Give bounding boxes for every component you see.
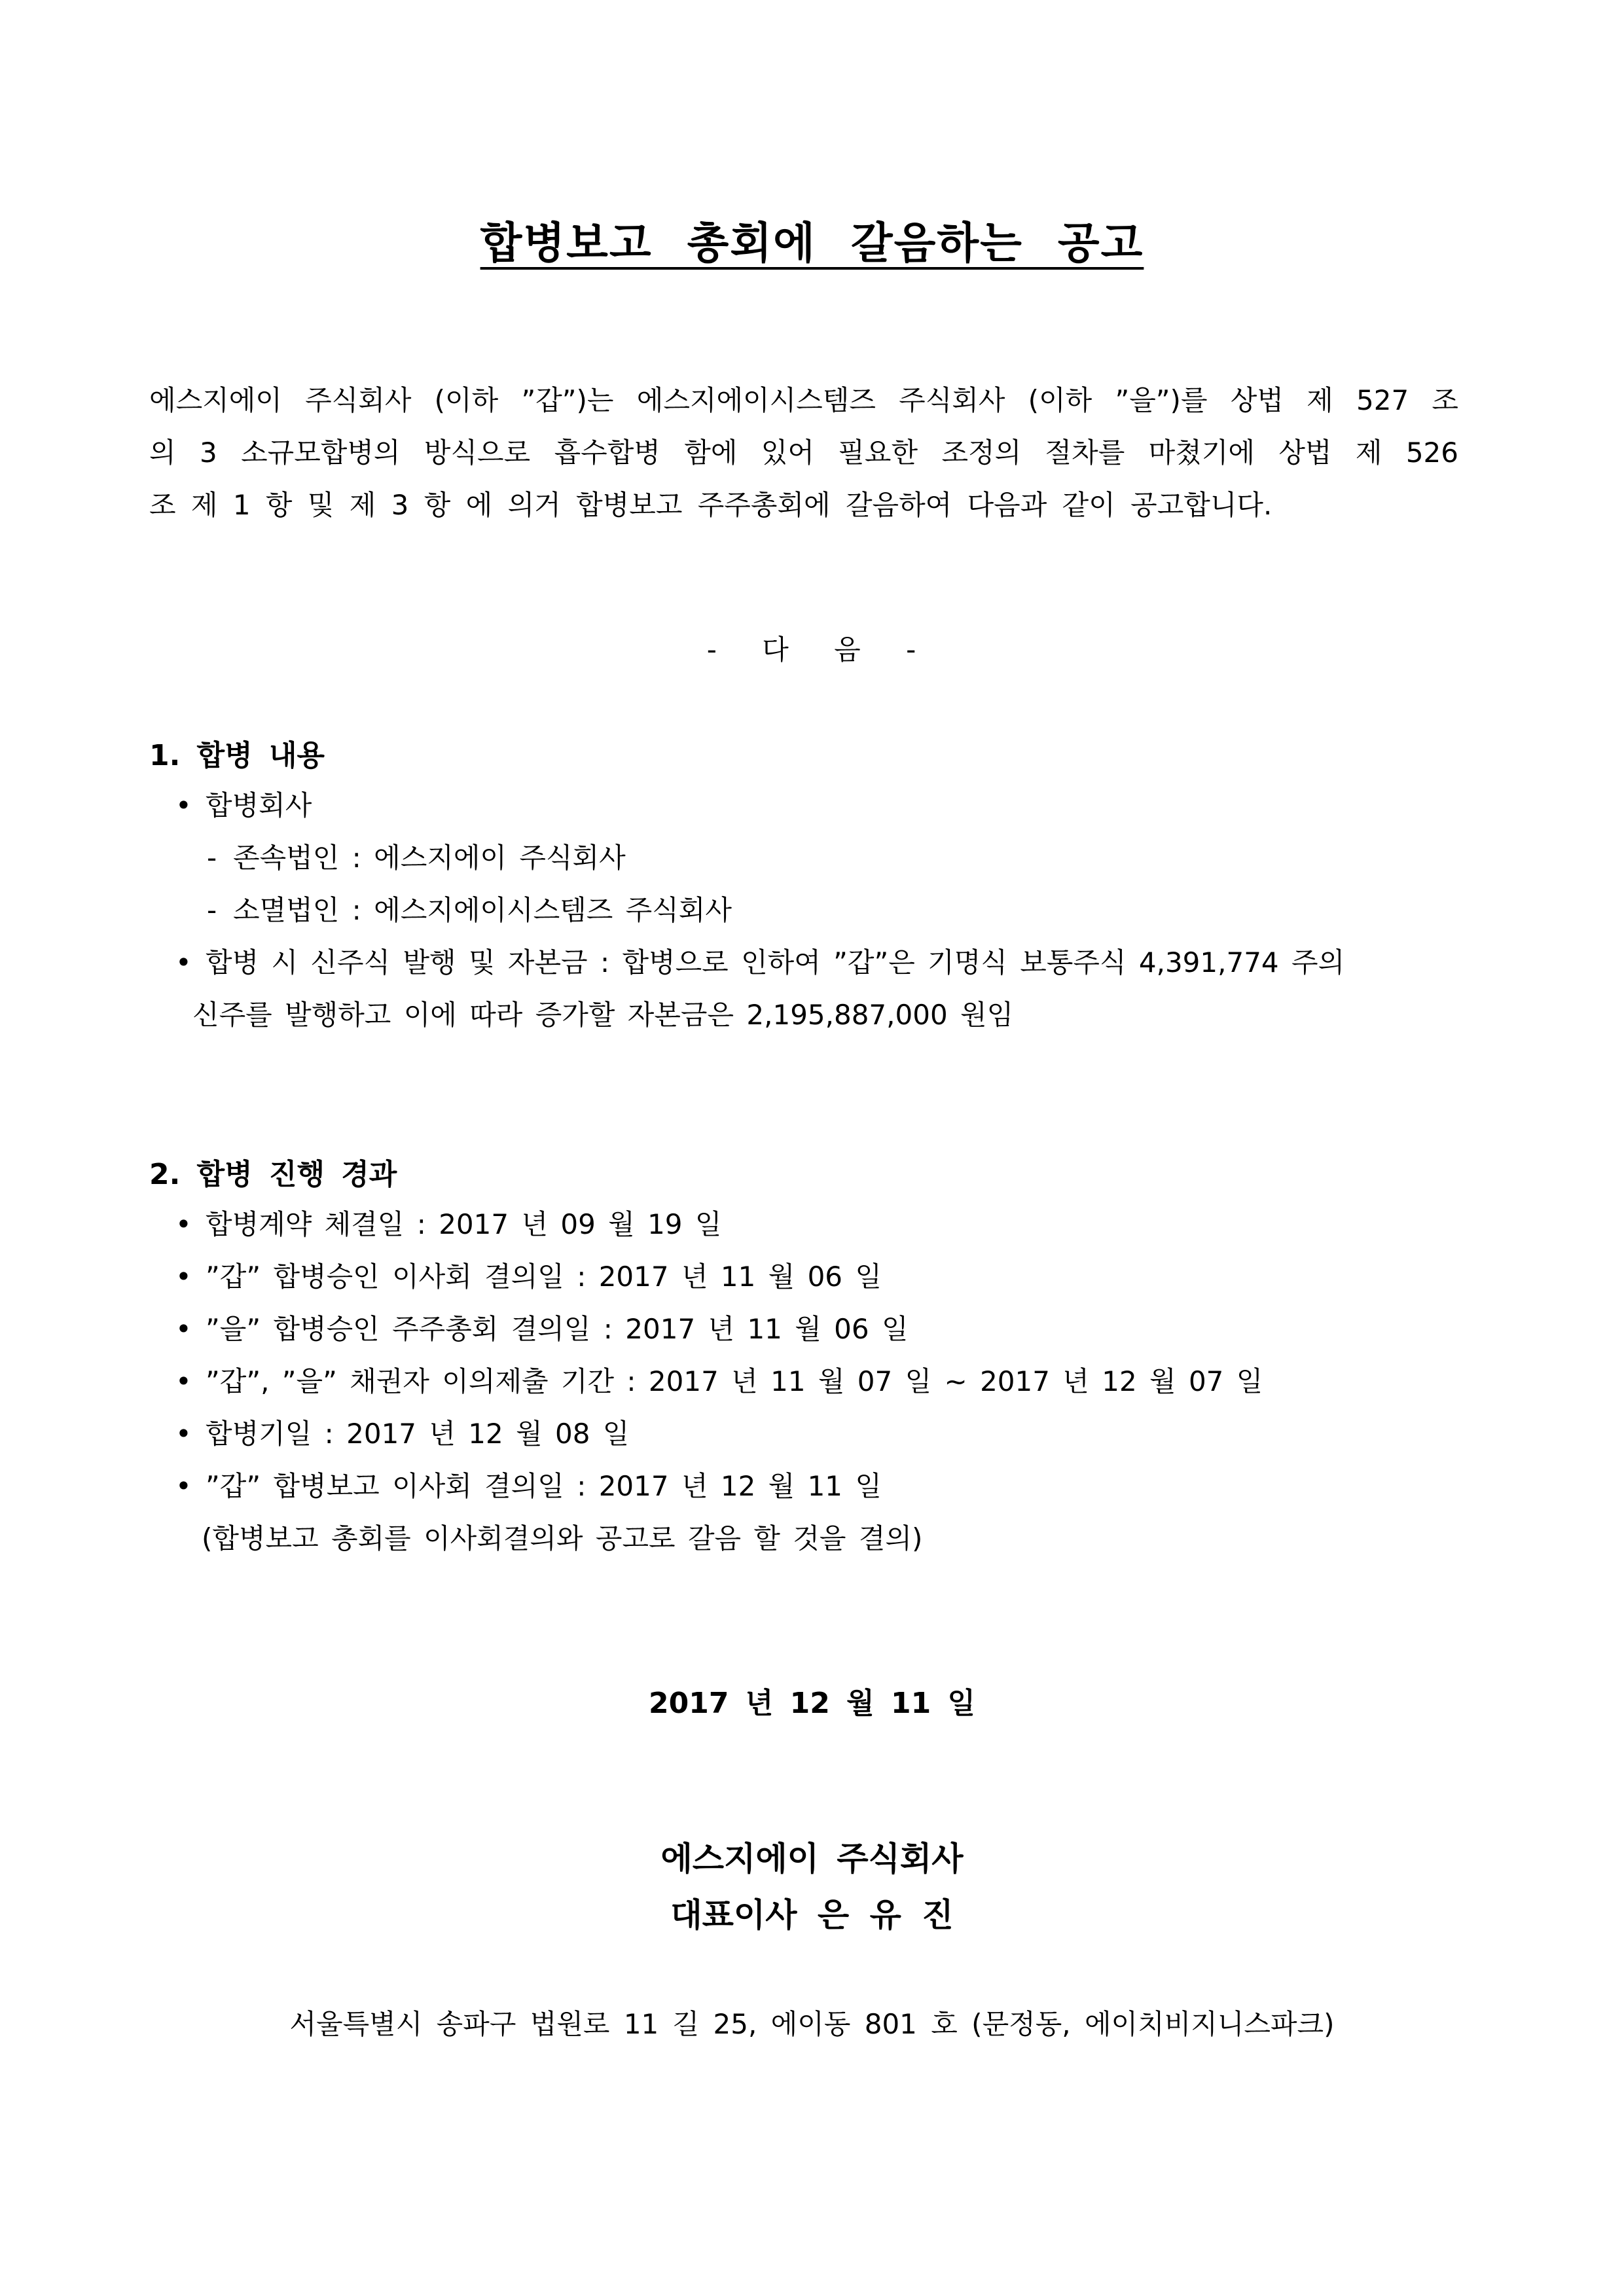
list-item xyxy=(175,1412,629,1452)
bullet-icon: • xyxy=(175,946,192,978)
progress-item: ”갑”, ”을” 채권자 이의제출 기간 : 2017 년 11 월 07 일 ~ 2017 년 12 월 07 일 xyxy=(206,1365,1263,1397)
list-item-note xyxy=(202,1517,922,1556)
intro-paragraph xyxy=(149,374,1458,531)
dash-icon: - xyxy=(207,842,217,874)
progress-item: ”갑” 합병보고 이사회 결의일 : 2017 년 12 월 11 일 xyxy=(206,1470,882,1502)
dash-icon: - xyxy=(207,894,217,926)
list-item xyxy=(175,784,312,823)
resolution-note: (합병보고 총회를 이사회결의와 공고로 갈음 할 것을 결의) xyxy=(202,1522,923,1554)
progress-item: ”을” 합병승인 주주총회 결의일 : 2017 년 11 월 06 일 xyxy=(206,1313,909,1345)
bullet-icon: • xyxy=(175,1261,192,1293)
da-eum-heading: - 다 음 - xyxy=(706,634,918,666)
list-item xyxy=(175,1308,909,1347)
bullet-icon: • xyxy=(175,1208,192,1240)
list-item xyxy=(175,889,732,928)
intro-line: 에스지에이 주식회사 (이하 ”갑”)는 에스지에이시스템즈 주식회사 (이하 ”을”)를 상법 제 527 조 xyxy=(149,384,1458,416)
merging-companies-label: 합병회사 xyxy=(206,789,312,821)
company-address: 서울특별시 송파구 법원로 11 길 25, 에이동 801 호 (문정동, 에이치비지니스파크) xyxy=(289,2008,1335,2040)
progress-item: ”갑” 합병승인 이사회 결의일 : 2017 년 11 월 06 일 xyxy=(206,1261,882,1293)
bullet-icon: • xyxy=(175,1365,192,1397)
list-item xyxy=(175,1255,882,1295)
bullet-icon: • xyxy=(175,1418,192,1450)
bullet-icon: • xyxy=(175,1470,192,1502)
representative-name: 대표이사 은 유 진 xyxy=(670,1896,954,1934)
list-item xyxy=(175,941,1344,980)
section-2-title: 2. 합병 진행 경과 xyxy=(149,1158,397,1191)
list-item xyxy=(175,1203,721,1242)
new-shares-text-continued: 신주를 발행하고 이에 따라 증가할 자본금은 2,195,887,000 원임 xyxy=(192,999,1014,1031)
section-1-title: 1. 합병 내용 xyxy=(149,739,325,772)
intro-line: 조 제 1 항 및 제 3 항 에 의거 합병보고 주주총회에 갈음하여 다음과 같이 공고합니다. xyxy=(149,489,1272,521)
page-title: 합병보고 총회에 갈음하는 공고 xyxy=(480,218,1144,268)
bullet-icon: • xyxy=(175,1313,192,1345)
notice-date: 2017 년 12 월 11 일 xyxy=(648,1687,976,1720)
list-item xyxy=(175,1465,882,1504)
surviving-company: 존속법인 : 에스지에이 주식회사 xyxy=(233,842,626,874)
intro-line: 의 3 소규모합병의 방식으로 흡수합병 함에 있어 필요한 조정의 절차를 마쳤기에 상법 제 526 xyxy=(149,437,1458,469)
progress-item: 합병기일 : 2017 년 12 월 08 일 xyxy=(206,1418,630,1450)
list-item xyxy=(175,836,626,876)
list-item xyxy=(175,1360,1263,1399)
company-name: 에스지에이 주식회사 xyxy=(660,1840,964,1878)
dissolved-company: 소멸법인 : 에스지에이시스템즈 주식회사 xyxy=(233,894,732,926)
list-item-continuation xyxy=(192,994,1013,1033)
progress-item: 합병계약 체결일 : 2017 년 09 월 19 일 xyxy=(206,1208,722,1240)
new-shares-text: 합병 시 신주식 발행 및 자본금 : 합병으로 인하여 ”갑”은 기명식 보통주식 4,391,774 주의 xyxy=(206,946,1345,978)
bullet-icon: • xyxy=(175,789,192,821)
